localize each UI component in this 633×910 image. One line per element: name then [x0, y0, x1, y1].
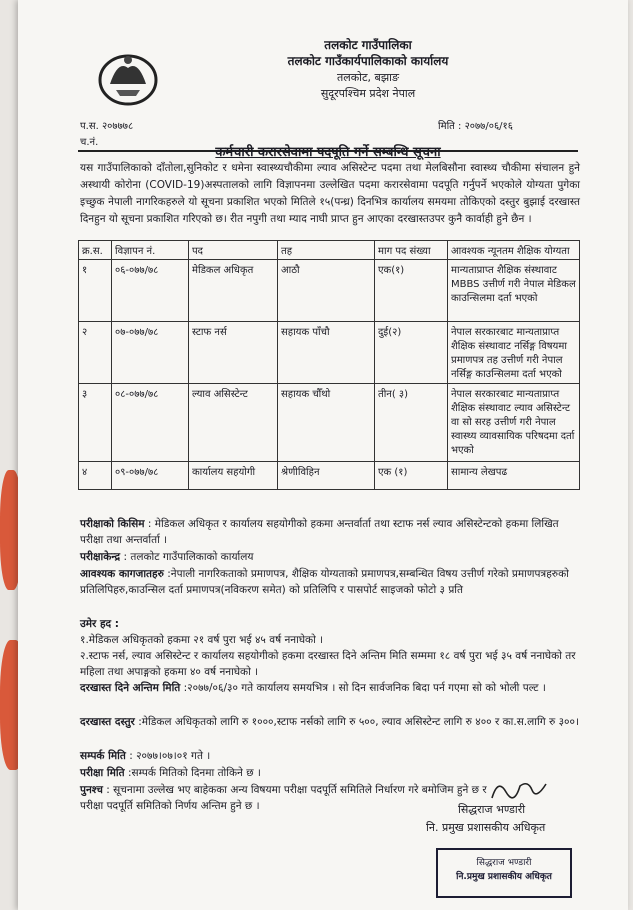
dispatch-number: च.नं.	[80, 137, 99, 148]
province-name: सुदूरपश्चिम प्रदेश नेपाल	[320, 87, 416, 100]
cell-post: ल्याव असिस्टेन्ट	[189, 384, 278, 462]
notice-document	[18, 0, 628, 910]
age-limit-item-1: १.मेडिकल अधिकृतको हकमा २१ वर्ष पुरा भई ४५ वर्ष ननाघेको ।	[80, 634, 324, 646]
table-row	[79, 260, 580, 322]
cell-level: आठौ	[278, 260, 375, 322]
cell-post: मेडिकल अधिकृत	[189, 260, 278, 322]
nepal-emblem-icon	[98, 50, 158, 106]
signature-scribble	[488, 776, 548, 804]
contact-date	[80, 748, 580, 764]
exam-type	[80, 516, 580, 548]
exam-type-text: : मेडिकल अधिकृत र कार्यालय सहयोगीको हकमा अन्तर्वार्ता तथा स्टाफ नर्स ल्याव असिस्टेन्टको हकमा लिखित परीक्षा तथा अन्तर्वार्ता ।	[80, 518, 559, 546]
col-post: पद	[189, 241, 278, 260]
office-name: तलकोट गाउँकार्यपालिकाको कार्यालय	[287, 54, 449, 68]
office-address: तलकोट, बझाङ	[336, 71, 399, 84]
table-header-row	[79, 241, 580, 260]
age-limit-item-2: २.स्टाफ नर्स, ल्याव असिस्टेन्ट र कार्यालय सहयोगीको हकमा दरखास्त दिने अन्तिम मिति सम्ममा १८ वर्ष पुरा भई ३५ वर्ष ननाघेको तर महिला तथा अपाङ्गको हकमा ४० वर्ष ननाघेको ।	[80, 650, 576, 678]
cell-post: कार्यालय सहयोगी	[189, 462, 278, 490]
municipality-name: तलकोट गाउँपालिका	[324, 38, 412, 52]
postscript	[80, 782, 500, 814]
postscript-label: पुनश्च	[80, 784, 103, 796]
application-fee-text: :मेडिकल अधिकृतको लागि रु १०००,स्टाफ नर्सको लागि रु ५००, ल्याव असिस्टेन्ट लागि रु ४०० र का.स.लागि रु ३००।	[138, 716, 579, 728]
age-limit	[80, 616, 580, 680]
contact-date-text: : २०७७।०७।०१ गते ।	[129, 750, 211, 762]
cell-ad-number: ०८-०७७/७८	[112, 384, 189, 462]
cell-count: तीन( ३)	[375, 384, 448, 462]
exam-center	[80, 549, 580, 565]
cell-level: श्रेणीविहिन	[278, 462, 375, 490]
required-documents-text: :नेपाली नागरिकताको प्रमाणपत्र, शैक्षिक योग्यताको प्रमाणपत्र,सम्बन्धित विषय उत्तीर्ण गरेको प्रमाणपत्रहरुको प्रतिलिपिहरु,काउन्सिल दर्ता प्रमाणपत्र(नविकरण समेत) को प्रतिलिपि र पासपोर्ट साइजको फोटो ३ प्रति	[80, 568, 569, 596]
application-fee-label: दरखास्त दस्तुर	[80, 716, 135, 728]
application-fee	[80, 714, 580, 730]
cell-ad-number: ०६-०७७/७८	[112, 260, 189, 322]
vacancy-table	[78, 240, 580, 490]
table-row	[79, 322, 580, 384]
table-row	[79, 462, 580, 490]
col-serial: क्र.स.	[79, 241, 112, 260]
age-limit-label: उमेर हद :	[80, 618, 119, 630]
application-deadline-label: दरखास्त दिने अन्तिम मिति	[80, 682, 181, 694]
stamp-name: सिद्धराज भण्डारी	[476, 858, 532, 868]
cell-qualification: मान्यताप्राप्त शैक्षिक संस्थावाट MBBS उत्तीर्ण गरी नेपाल मेडिकल काउन्सिलमा दर्ता भएको	[448, 260, 580, 322]
cell-serial: २	[79, 322, 112, 384]
reference-number: प.स. २०७७७८	[80, 121, 134, 132]
notice-date: मिति : २०७७/०६/१६	[438, 121, 513, 132]
postscript-text: : सूचनामा उल्लेख भए बाहेकका अन्य विषयमा परीक्षा पदपूर्ति समितिले निर्धारण गरे बमोजिम हुने छ र परीक्षा पदपूर्ति समितिको निर्णय अन्तिम हुने छ ।	[80, 784, 487, 812]
cell-qualification: नेपाल सरकारबाट मान्यताप्राप्त शैक्षिक संस्थावाट ल्याव असिस्टेन्ट वा सो सरह उत्तीर्ण गरी नेपाल स्वास्थ्य व्यावसायिक परिषदमा दर्ता भएको	[448, 384, 580, 462]
cell-post: स्टाफ नर्स	[189, 322, 278, 384]
required-documents	[80, 566, 580, 598]
contact-date-label: सम्पर्क मिति	[80, 750, 126, 762]
required-documents-label: आवश्यक कागजातहरु	[80, 568, 164, 580]
cell-qualification: सामान्य लेखपढ	[448, 462, 580, 490]
cell-serial: ४	[79, 462, 112, 490]
signatory-designation: नि. प्रमुख प्रशासकीय अधिकृत	[426, 821, 546, 834]
col-count: माग पद संख्या	[375, 241, 448, 260]
signatory-name: सिद्धराज भण्डारी	[458, 803, 526, 816]
exam-type-label: परीक्षाको किसिम	[80, 518, 145, 530]
stamp-designation: नि.प्रमुख प्रशासकीय अधिकृत	[456, 872, 552, 882]
exam-date-text: :सम्पर्क मितिको दिनमा तोकिने छ ।	[127, 767, 261, 779]
cell-count: एक(१)	[375, 260, 448, 322]
cell-count: दुई(२)	[375, 322, 448, 384]
application-deadline	[80, 680, 580, 696]
cell-ad-number: ०७-०७७/७८	[112, 322, 189, 384]
cell-count: एक (१)	[375, 462, 448, 490]
col-level: तह	[278, 241, 375, 260]
application-deadline-text: :२०७७/०६/३० गते कार्यालय समयभित्र । सो दिन सार्वजनिक बिदा पर्न गएमा सो को भोली पल्ट ।	[183, 682, 546, 694]
cell-qualification: नेपाल सरकारबाट मान्यताप्राप्त शैक्षिक संस्थावाट नर्सिङ्ग विषयमा प्रमाणपत्र तह उत्तीर्ण गरी नेपाल नर्सिङ्ग काउन्सिलमा दर्ता भएको	[448, 322, 580, 384]
cell-level: सहायक पाँचौ	[278, 322, 375, 384]
cell-serial: १	[79, 260, 112, 322]
col-ad-number: विज्ञापन नं.	[112, 241, 189, 260]
exam-date-label: परीक्षा मिति	[80, 767, 125, 779]
official-stamp	[436, 848, 572, 898]
exam-center-label: परीक्षाकेन्द्र	[80, 551, 121, 563]
exam-center-text: : तलकोट गाउँपालिकाको कार्यालय	[123, 551, 254, 563]
col-qualification: आवश्यक न्यूनतम शैक्षिक योग्यता	[448, 241, 580, 260]
intro-paragraph: यस गाउँपालिकाको दाँतोला,सुनिकोट र धमेना स्वास्थ्यचौकीमा ल्याव असिस्टेन्ट पदमा तथा मेलबिसौना स्वास्थ्य चौकीमा संचालन हुने अस्थायी कोरोना (COVID-19)अस्पतालको लागि विज्ञापनमा उल्लेखित पदमा करारसेवामा पदपूति गर्नुपर्ने भएकोले योग्यता पुगेका इच्छुक नेपाली नागरिकहरुले यो सूचना प्रकाशित भएको मितिले १५(पन्ध्र) दिनभित्र कार्यालय समयमा तोकिएको दस्तुर बुझाई दरखास्त दिनहुन यो सूचना प्रकाशित गरिएको छ। रीत नपुगी तथा म्याद नाघी प्राप्त हुन आएका दरखास्तउपर कुनै कार्वाही हुने छैन ।	[80, 162, 580, 225]
cell-serial: ३	[79, 384, 112, 462]
cell-ad-number: ०९-०७७/७८	[112, 462, 189, 490]
table-row	[79, 384, 580, 462]
notice-title: कर्मचारी करारसेवामा पदपूति गर्ने सम्बन्धि सूचना	[215, 145, 441, 160]
cell-level: सहायक चौँथो	[278, 384, 375, 462]
